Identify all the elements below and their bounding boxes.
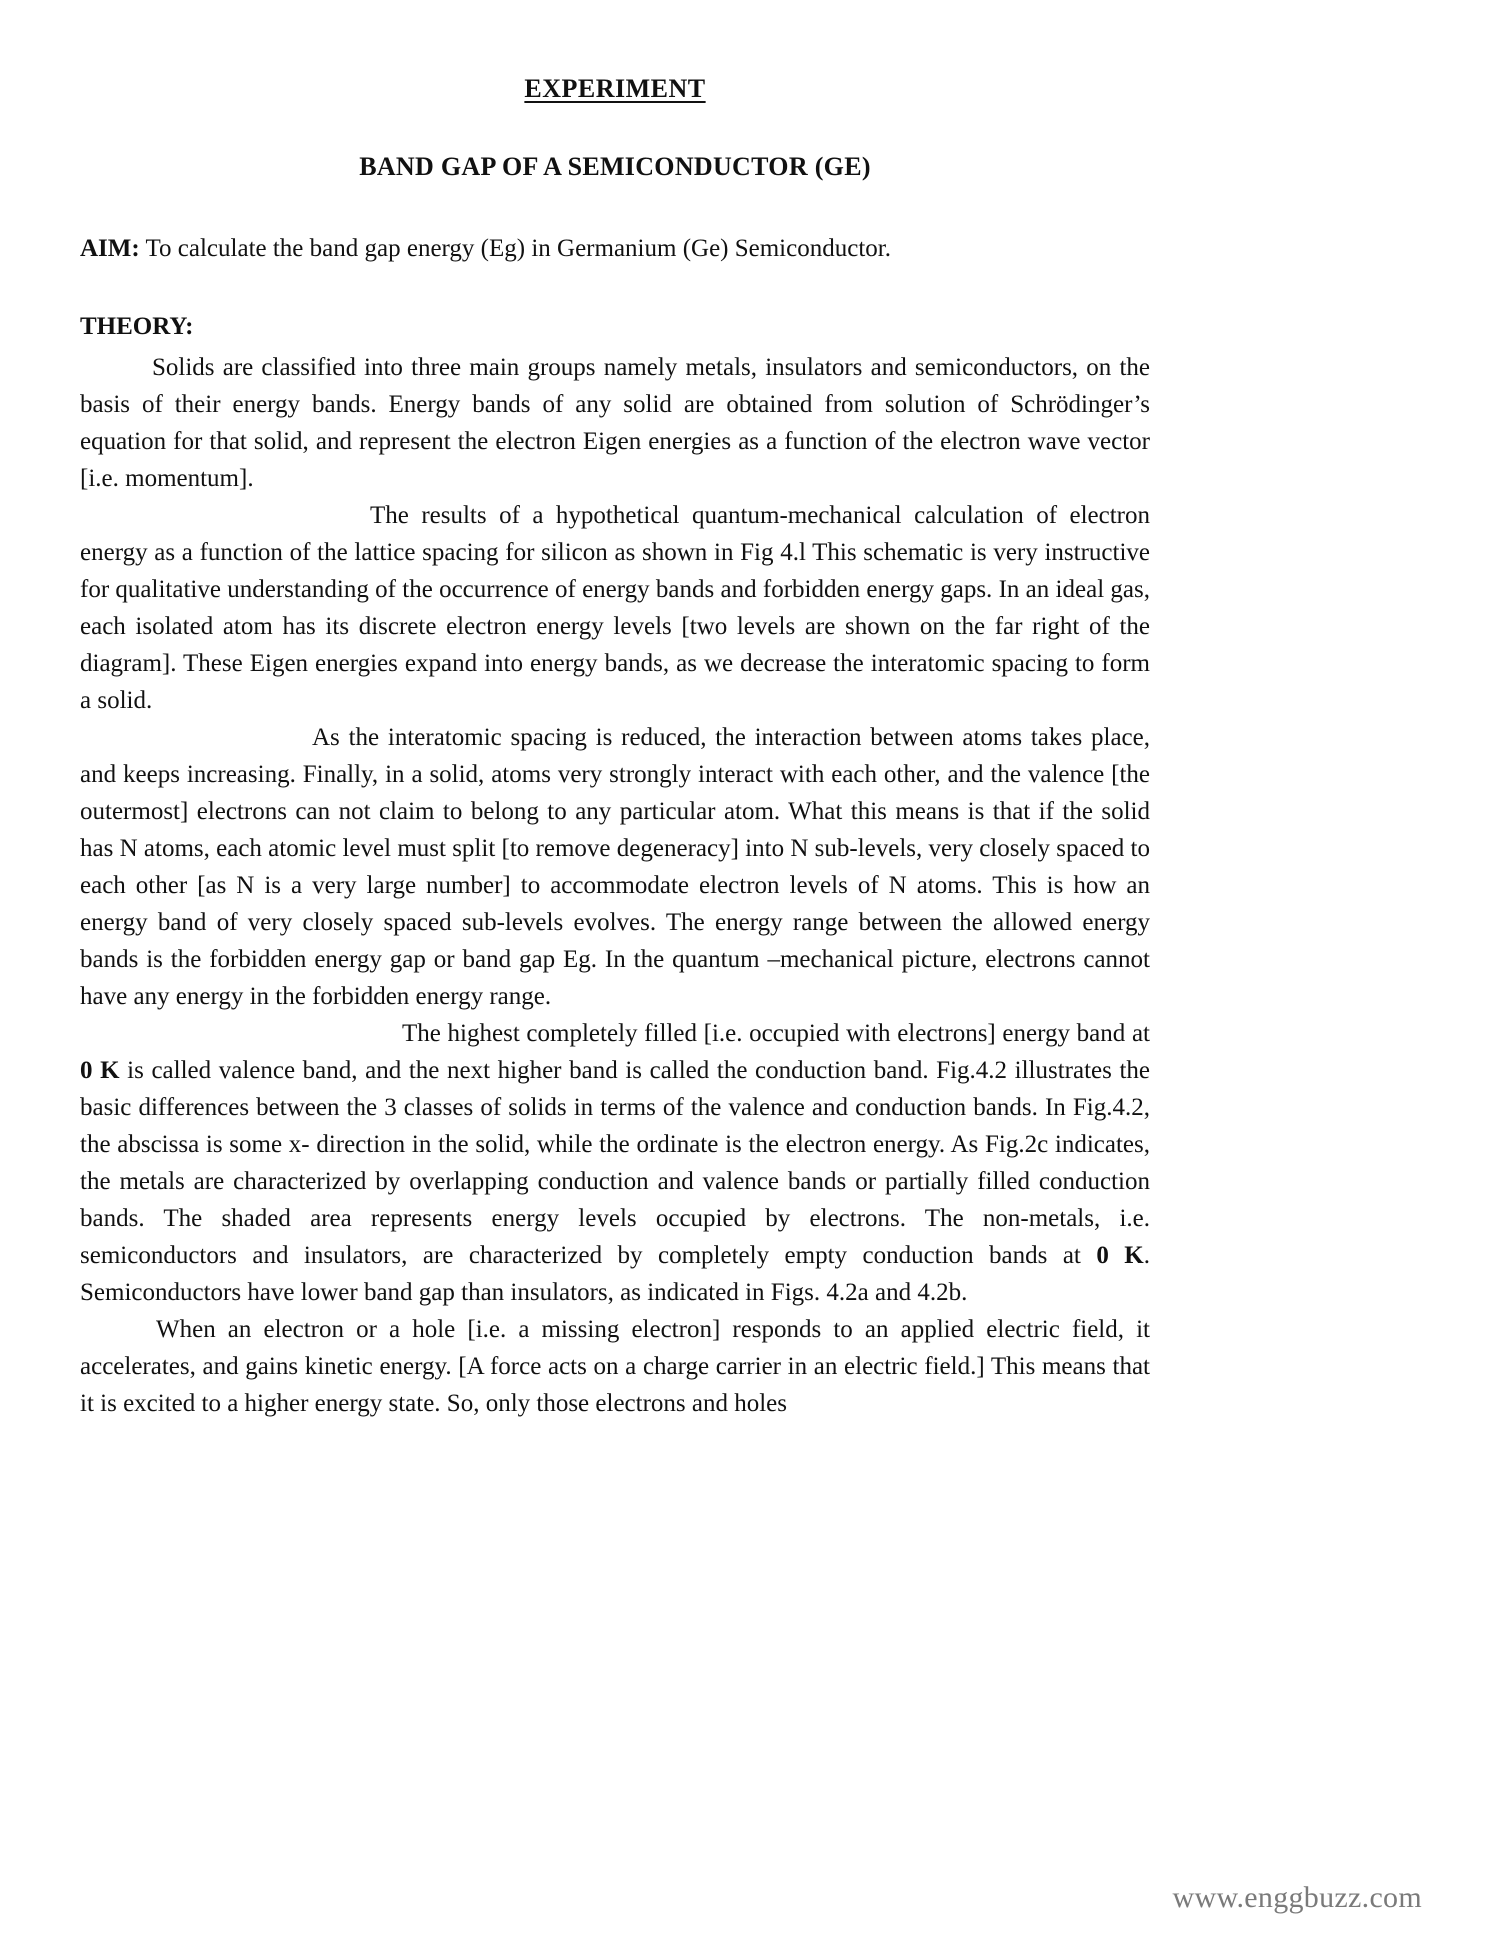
paragraph-4-bold-zero-kelvin-2: 0 K [1096, 1242, 1144, 1269]
paragraph-4-part-3: . Semiconductors have lower band gap than insulators, as indicated in Figs. 4.2a and 4.2b. [80, 1242, 1151, 1306]
page-title-experiment-text: EXPERIMENT [524, 74, 706, 103]
theory-paragraph-1: Solids are classified into three main groups namely metals, insulators and semiconductors, on the basis of their energy bands. Energy bands of any solid are obtained from solution of Schrödinger’s equation for that solid, and represent the electron Eigen energies as a function of the electron wave vector [i.e. momentum]. [80, 354, 1150, 492]
paragraph-4-part-1: The highest completely filled [i.e. occupied with electrons] energy band at [402, 1020, 1150, 1047]
page-title-experiment [80, 74, 1150, 104]
aim-section [80, 235, 1150, 263]
theory-heading: THEORY: [80, 313, 194, 340]
theory-paragraph-3: As the interatomic spacing is reduced, the interaction between atoms takes place, and keeps increasing. Finally, in a solid, atoms very strongly interact with each other, and the valence [the outermost] electrons can not claim to belong to any particular atom. What this means is that if the solid has N atoms, each atomic level must split [to remove degeneracy] into N sub-levels, very closely spaced to each other [as N is a very large number] to accommodate electron levels of N atoms. This is how an energy band of very closely spaced sub-levels evolves. The energy range between the allowed energy bands is the forbidden energy gap or band gap Eg. In the quantum –mechanical picture, electrons cannot have any energy in the forbidden energy range. [80, 724, 1150, 1010]
document-content [80, 0, 1150, 1422]
paragraph-4-bold-zero-kelvin-1: 0 K [80, 1057, 120, 1084]
aim-text: To calculate the band gap energy (Eg) in Germanium (Ge) Semiconductor. [139, 235, 891, 262]
aim-label: AIM: [80, 235, 140, 262]
paragraph-4-part-2: is called valence band, and the next higher band is called the conduction band. Fig.4.2 illustrates the basic differences between the 3 classes of solids in terms of the valence and conduction bands. In Fig.4.2, the abscissa is some x- direction in the solid, while the ordinate is the electron energy. As Fig.2c indicates, the metals are characterized by overlapping conduction and valence bands or partially filled conduction bands. The shaded area represents energy levels occupied by electrons. The non-metals, i.e. semiconductors and insulators, are characterized by completely empty conduction bands at [80, 1057, 1150, 1269]
theory-paragraph-4 [80, 1015, 1150, 1311]
theory-paragraph-5: When an electron or a hole [i.e. a missing electron] responds to an applied electric field, it accelerates, and gains kinetic energy. [A force acts on a charge carrier in an electric field.] This means that it is excited to a higher energy state. So, only those electrons and holes [80, 1316, 1150, 1417]
theory-paragraph-2: The results of a hypothetical quantum-mechanical calculation of electron energy as a function of the lattice spacing for silicon as shown in Fig 4.l This schematic is very instructive for qualitative understanding of the occurrence of energy bands and forbidden energy gaps. In an ideal gas, each isolated atom has its discrete electron energy levels [two levels are shown on the far right of the diagram]. These Eigen energies expand into energy bands, as we decrease the interatomic spacing to form a solid. [80, 502, 1150, 714]
page-title-band-gap: BAND GAP OF A SEMICONDUCTOR (GE) [359, 152, 871, 181]
site-watermark: www.enggbuzz.com [1172, 1881, 1422, 1914]
